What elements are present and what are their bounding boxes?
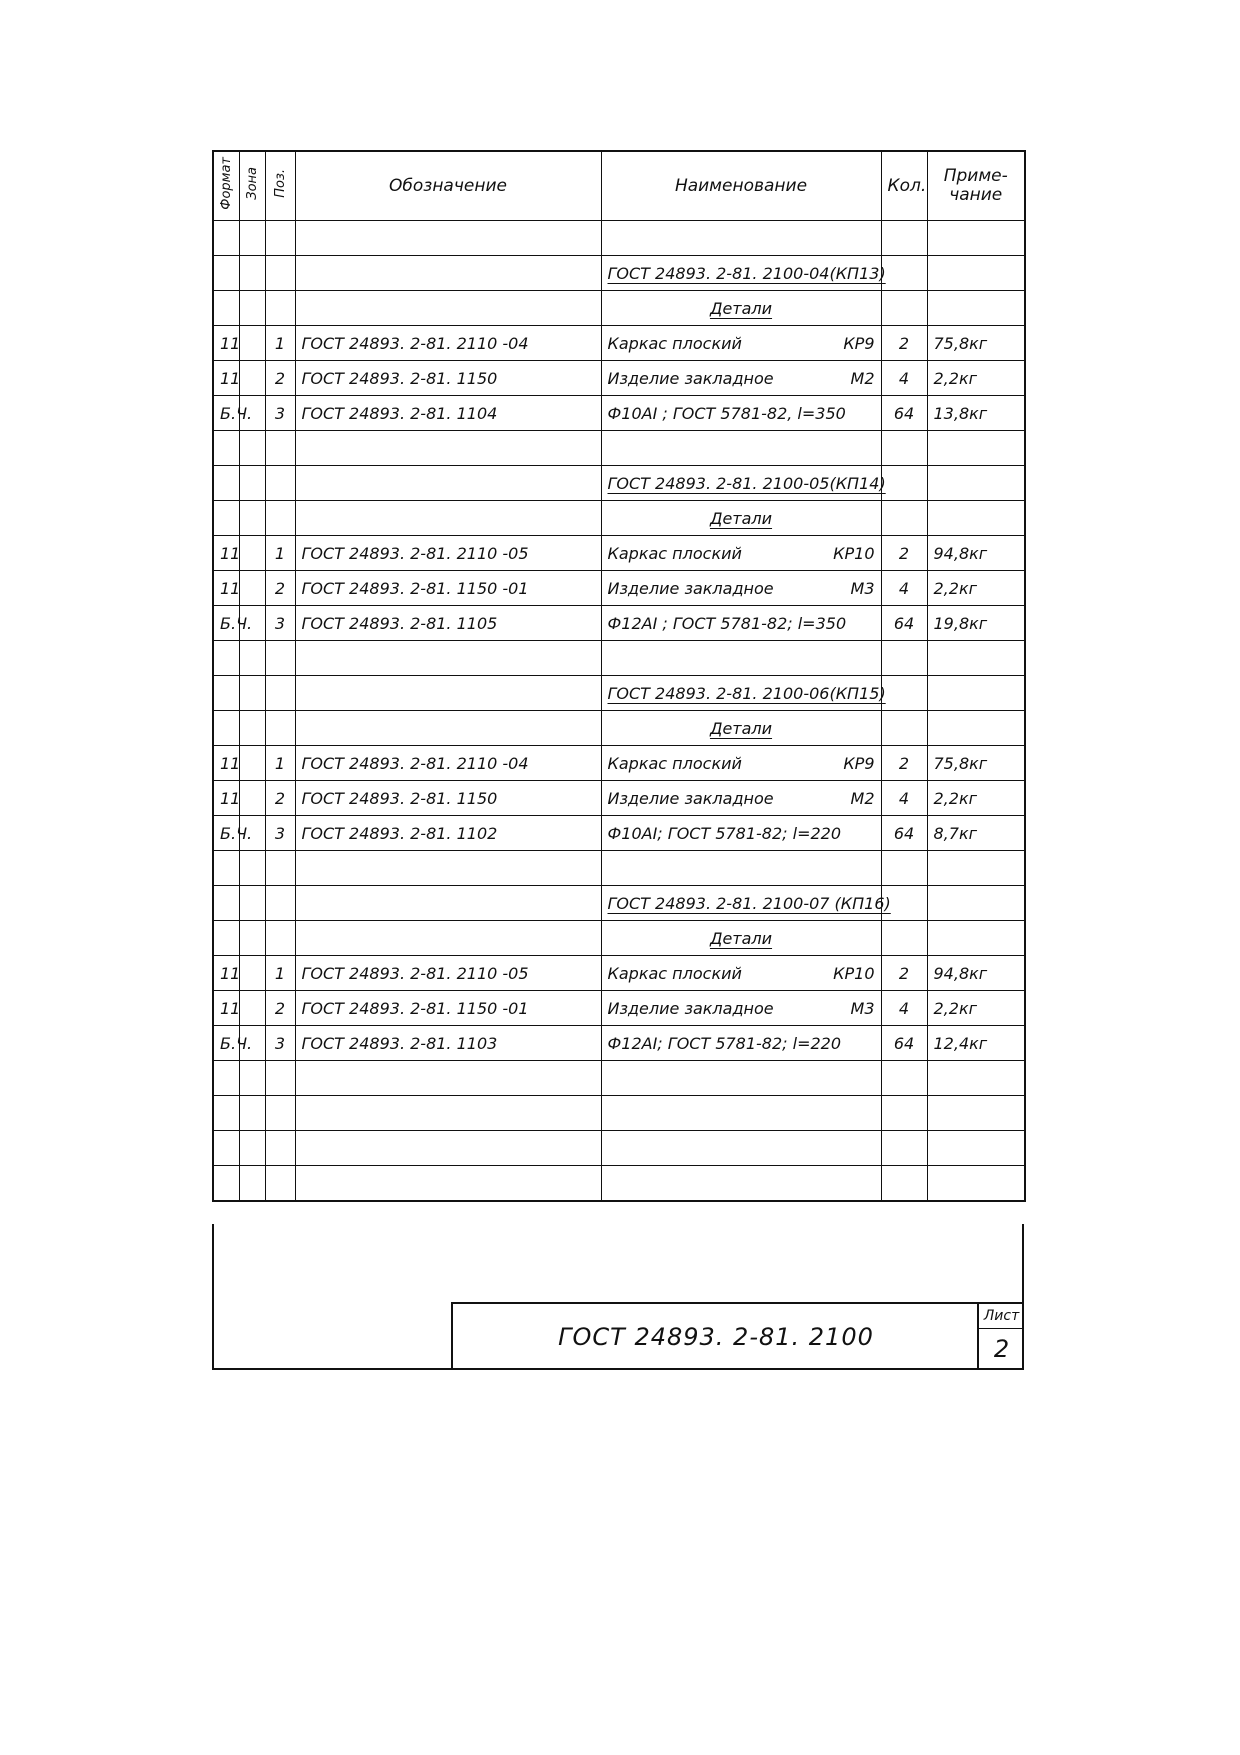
cell-qty: 64	[881, 606, 927, 641]
cell-empty	[213, 501, 239, 536]
cell-empty	[927, 641, 1025, 676]
cell-empty	[927, 1166, 1025, 1202]
name-wrap	[608, 369, 875, 388]
cell-qty: 64	[881, 816, 927, 851]
cell-empty	[213, 1166, 239, 1202]
cell-format: 11	[213, 536, 239, 571]
cell-designation: ГОСТ 24893. 2-81. 1150	[295, 781, 601, 816]
cell-empty	[239, 221, 265, 256]
item-name: Изделие закладное	[607, 368, 774, 388]
cell-empty	[265, 676, 295, 711]
cell-designation: ГОСТ 24893. 2-81. 1104	[295, 396, 601, 431]
table-row	[213, 781, 1025, 816]
cell-empty	[265, 851, 295, 886]
cell-qty: 4	[881, 781, 927, 816]
cell-empty	[927, 291, 1025, 326]
cell-empty	[927, 221, 1025, 256]
table-row	[213, 571, 1025, 606]
name-wrap	[608, 789, 875, 808]
cell-empty	[265, 921, 295, 956]
cell-empty	[295, 1131, 601, 1166]
cell-empty	[295, 221, 601, 256]
item-mark: КР9	[843, 333, 875, 353]
cell-qty: 4	[881, 991, 927, 1026]
cell-qty: 4	[881, 571, 927, 606]
cell-zone	[239, 956, 265, 991]
cell-note: 75,8кг	[927, 746, 1025, 781]
cell-note: 2,2кг	[927, 781, 1025, 816]
cell-zone	[239, 571, 265, 606]
cell-pos: 2	[265, 361, 295, 396]
cell-pos: 3	[265, 396, 295, 431]
cell-empty	[213, 851, 239, 886]
cell-empty	[927, 851, 1025, 886]
cell-empty	[239, 291, 265, 326]
subsection-title-text: Детали	[709, 718, 773, 738]
item-name: Каркас плоский	[607, 753, 742, 773]
cell-format: 11	[213, 781, 239, 816]
section-title-text: ГОСТ 24893. 2-81. 2100-06(КП15)	[607, 683, 886, 703]
cell-empty	[265, 291, 295, 326]
item-name: Ф12АI; ГОСТ 5781-82; l=220	[607, 1033, 842, 1053]
cell-pos: 3	[265, 606, 295, 641]
cell-name	[601, 536, 881, 571]
section-title	[601, 466, 886, 501]
subsection-row	[213, 921, 1025, 956]
item-mark: М3	[850, 578, 875, 598]
cell-empty	[881, 291, 927, 326]
cell-format: 11	[213, 956, 239, 991]
cell-empty	[295, 1166, 601, 1202]
subsection-title-text: Детали	[709, 928, 773, 948]
header-zone: Зона	[239, 151, 265, 221]
cell-format: 11	[213, 361, 239, 396]
sheet-box	[977, 1304, 1024, 1370]
subsection-title	[601, 711, 881, 746]
cell-empty	[881, 851, 927, 886]
cell-format: 11	[213, 571, 239, 606]
cell-empty	[213, 921, 239, 956]
subsection-row	[213, 501, 1025, 536]
table-row	[213, 396, 1025, 431]
cell-empty	[881, 256, 927, 291]
name-wrap	[608, 334, 875, 353]
cell-name	[601, 1026, 881, 1061]
cell-empty	[265, 711, 295, 746]
cell-empty	[601, 1061, 881, 1096]
cell-zone	[239, 746, 265, 781]
cell-name	[601, 781, 881, 816]
cell-empty	[601, 1096, 881, 1131]
cell-empty	[265, 431, 295, 466]
cell-empty	[295, 466, 601, 501]
table-row	[213, 536, 1025, 571]
cell-empty	[239, 1166, 265, 1202]
cell-zone	[239, 991, 265, 1026]
cell-designation: ГОСТ 24893. 2-81. 2110 -05	[295, 956, 601, 991]
table-row	[213, 816, 1025, 851]
item-name: Каркас плоский	[607, 543, 742, 563]
section-title-text: ГОСТ 24893. 2-81. 2100-05(КП14)	[607, 473, 886, 493]
header-name: Наименование	[601, 151, 881, 221]
cell-qty: 2	[881, 746, 927, 781]
table-row	[213, 361, 1025, 396]
item-name: Ф10АI; ГОСТ 5781-82; l=220	[607, 823, 842, 843]
cell-pos: 1	[265, 746, 295, 781]
item-mark: М2	[850, 788, 875, 808]
title-block	[212, 1224, 1024, 1370]
cell-pos: 2	[265, 991, 295, 1026]
cell-empty	[265, 256, 295, 291]
header-pos: Поз.	[265, 151, 295, 221]
empty-row	[213, 1166, 1025, 1202]
item-name: Ф10АI ; ГОСТ 5781-82, l=350	[607, 403, 846, 423]
cell-empty	[265, 1061, 295, 1096]
cell-zone	[239, 326, 265, 361]
cell-empty	[295, 851, 601, 886]
subsection-title-text: Детали	[709, 508, 773, 528]
cell-empty	[927, 256, 1025, 291]
cell-empty	[213, 256, 239, 291]
cell-empty	[881, 221, 927, 256]
name-wrap	[608, 754, 875, 773]
empty-row	[213, 1061, 1025, 1096]
item-mark: КР10	[833, 963, 875, 983]
cell-empty	[213, 676, 239, 711]
cell-qty: 64	[881, 396, 927, 431]
cell-empty	[601, 431, 881, 466]
cell-empty	[927, 466, 1025, 501]
item-name: Изделие закладное	[607, 998, 774, 1018]
cell-note: 2,2кг	[927, 571, 1025, 606]
cell-empty	[295, 431, 601, 466]
cell-empty	[265, 886, 295, 921]
table-row	[213, 956, 1025, 991]
specification-body	[213, 221, 1025, 1202]
cell-empty	[295, 1061, 601, 1096]
cell-empty	[295, 711, 601, 746]
cell-empty	[213, 711, 239, 746]
cell-note: 12,4кг	[927, 1026, 1025, 1061]
cell-empty	[213, 1061, 239, 1096]
cell-name	[601, 746, 881, 781]
table-row	[213, 746, 1025, 781]
subsection-row	[213, 291, 1025, 326]
sheet-label: Лист	[979, 1304, 1024, 1329]
section-title	[601, 676, 886, 711]
stamp	[451, 1302, 1024, 1368]
cell-empty	[927, 711, 1025, 746]
cell-pos: 1	[265, 536, 295, 571]
cell-zone	[239, 781, 265, 816]
subsection-title	[601, 291, 881, 326]
cell-empty	[239, 431, 265, 466]
cell-empty	[265, 1131, 295, 1166]
cell-empty	[295, 291, 601, 326]
sheet-number: 2	[993, 1335, 1010, 1363]
specification-table	[212, 150, 1026, 1202]
cell-empty	[213, 221, 239, 256]
header-format: Формат	[213, 151, 239, 221]
cell-empty	[213, 466, 239, 501]
cell-empty	[881, 1061, 927, 1096]
cell-empty	[881, 466, 927, 501]
document-code: ГОСТ 24893. 2-81. 2100	[558, 1323, 874, 1351]
cell-empty	[239, 1096, 265, 1131]
cell-qty: 2	[881, 536, 927, 571]
cell-empty	[295, 676, 601, 711]
name-wrap	[608, 404, 875, 423]
name-wrap	[608, 824, 875, 843]
cell-empty	[881, 641, 927, 676]
cell-pos: 2	[265, 781, 295, 816]
spec-sheet	[212, 150, 1024, 1370]
cell-designation: ГОСТ 24893. 2-81. 1150 -01	[295, 571, 601, 606]
name-wrap	[608, 964, 875, 983]
cell-format: 11	[213, 326, 239, 361]
cell-name	[601, 326, 881, 361]
cell-format: 11	[213, 991, 239, 1026]
cell-note: 94,8кг	[927, 956, 1025, 991]
empty-row	[213, 851, 1025, 886]
cell-qty: 64	[881, 1026, 927, 1061]
header-note: Приме- чание	[927, 151, 1025, 221]
table-row	[213, 326, 1025, 361]
empty-row	[213, 431, 1025, 466]
cell-empty	[239, 466, 265, 501]
cell-empty	[881, 1096, 927, 1131]
table-row	[213, 991, 1025, 1026]
section-row	[213, 886, 1025, 921]
cell-zone	[239, 361, 265, 396]
cell-pos: 3	[265, 1026, 295, 1061]
cell-format: Б.Ч.	[213, 606, 239, 641]
empty-row	[213, 221, 1025, 256]
cell-designation: ГОСТ 24893. 2-81. 1103	[295, 1026, 601, 1061]
cell-empty	[265, 501, 295, 536]
cell-empty	[601, 221, 881, 256]
name-wrap	[608, 1034, 875, 1053]
cell-empty	[239, 1061, 265, 1096]
subsection-title-text: Детали	[709, 298, 773, 318]
item-mark: М2	[850, 368, 875, 388]
cell-empty	[239, 1131, 265, 1166]
cell-empty	[601, 641, 881, 676]
cell-designation: ГОСТ 24893. 2-81. 1150	[295, 361, 601, 396]
cell-empty	[881, 676, 927, 711]
name-wrap	[608, 999, 875, 1018]
cell-empty	[265, 1166, 295, 1202]
cell-empty	[295, 1096, 601, 1131]
cell-note: 2,2кг	[927, 361, 1025, 396]
cell-qty: 2	[881, 956, 927, 991]
name-wrap	[608, 544, 875, 563]
cell-empty	[927, 1096, 1025, 1131]
cell-empty	[213, 1131, 239, 1166]
subsection-title	[601, 501, 881, 536]
section-title-text: ГОСТ 24893. 2-81. 2100-04(КП13)	[607, 263, 886, 283]
section-row	[213, 466, 1025, 501]
cell-empty	[927, 431, 1025, 466]
cell-empty	[295, 501, 601, 536]
cell-empty	[881, 1131, 927, 1166]
table-row	[213, 1026, 1025, 1061]
name-wrap	[608, 579, 875, 598]
cell-empty	[927, 1061, 1025, 1096]
cell-empty	[295, 641, 601, 676]
item-mark: М3	[850, 998, 875, 1018]
cell-pos: 1	[265, 326, 295, 361]
cell-format: Б.Ч.	[213, 816, 239, 851]
cell-empty	[265, 221, 295, 256]
cell-format: 11	[213, 746, 239, 781]
cell-empty	[239, 711, 265, 746]
cell-empty	[881, 711, 927, 746]
section-title-text: ГОСТ 24893. 2-81. 2100-07 (КП16)	[607, 893, 891, 913]
cell-qty: 4	[881, 361, 927, 396]
cell-zone	[239, 536, 265, 571]
table-row	[213, 606, 1025, 641]
cell-empty	[295, 256, 601, 291]
cell-pos: 3	[265, 816, 295, 851]
cell-empty	[213, 886, 239, 921]
cell-empty	[601, 851, 881, 886]
section-row	[213, 676, 1025, 711]
cell-empty	[927, 676, 1025, 711]
cell-empty	[239, 501, 265, 536]
cell-format: Б.Ч.	[213, 396, 239, 431]
cell-empty	[239, 886, 265, 921]
empty-row	[213, 1131, 1025, 1166]
cell-designation: ГОСТ 24893. 2-81. 1105	[295, 606, 601, 641]
cell-empty	[213, 1096, 239, 1131]
cell-empty	[239, 851, 265, 886]
cell-empty	[927, 921, 1025, 956]
item-name: Изделие закладное	[607, 578, 774, 598]
cell-note: 8,7кг	[927, 816, 1025, 851]
cell-empty	[213, 641, 239, 676]
cell-empty	[213, 431, 239, 466]
cell-qty: 2	[881, 326, 927, 361]
header-designation: Обозначение	[295, 151, 601, 221]
cell-format: Б.Ч.	[213, 1026, 239, 1061]
cell-empty	[265, 641, 295, 676]
item-mark: КР10	[833, 543, 875, 563]
cell-empty	[601, 1131, 881, 1166]
cell-note: 2,2кг	[927, 991, 1025, 1026]
subsection-row	[213, 711, 1025, 746]
cell-name	[601, 361, 881, 396]
cell-pos: 2	[265, 571, 295, 606]
empty-row	[213, 641, 1025, 676]
cell-empty	[213, 291, 239, 326]
cell-designation: ГОСТ 24893. 2-81. 2110 -04	[295, 326, 601, 361]
section-title	[601, 256, 886, 291]
cell-empty	[239, 641, 265, 676]
cell-empty	[601, 1166, 881, 1202]
cell-empty	[927, 501, 1025, 536]
cell-name	[601, 571, 881, 606]
header-qty: Кол.	[881, 151, 927, 221]
cell-name	[601, 991, 881, 1026]
item-name: Каркас плоский	[607, 963, 742, 983]
item-name: Каркас плоский	[607, 333, 742, 353]
cell-empty	[295, 921, 601, 956]
section-row	[213, 256, 1025, 291]
cell-empty	[881, 431, 927, 466]
cell-empty	[295, 886, 601, 921]
cell-note: 75,8кг	[927, 326, 1025, 361]
cell-empty	[265, 1096, 295, 1131]
name-wrap	[608, 614, 875, 633]
cell-empty	[881, 921, 927, 956]
cell-designation: ГОСТ 24893. 2-81. 2110 -04	[295, 746, 601, 781]
cell-designation: ГОСТ 24893. 2-81. 1150 -01	[295, 991, 601, 1026]
cell-empty	[927, 886, 1025, 921]
cell-note: 13,8кг	[927, 396, 1025, 431]
cell-empty	[265, 466, 295, 501]
cell-empty	[927, 1131, 1025, 1166]
cell-pos: 1	[265, 956, 295, 991]
section-title	[601, 886, 891, 921]
cell-empty	[239, 676, 265, 711]
item-mark: КР9	[843, 753, 875, 773]
header-row	[213, 151, 1025, 221]
cell-empty	[881, 1166, 927, 1202]
cell-name	[601, 396, 881, 431]
cell-name	[601, 816, 881, 851]
cell-name	[601, 956, 881, 991]
cell-note: 94,8кг	[927, 536, 1025, 571]
cell-name	[601, 606, 881, 641]
cell-note: 19,8кг	[927, 606, 1025, 641]
empty-row	[213, 1096, 1025, 1131]
cell-empty	[881, 501, 927, 536]
item-name: Изделие закладное	[607, 788, 774, 808]
cell-empty	[239, 921, 265, 956]
cell-designation: ГОСТ 24893. 2-81. 1102	[295, 816, 601, 851]
cell-empty	[239, 256, 265, 291]
subsection-title	[601, 921, 881, 956]
item-name: Ф12АI ; ГОСТ 5781-82; l=350	[607, 613, 847, 633]
cell-designation: ГОСТ 24893. 2-81. 2110 -05	[295, 536, 601, 571]
